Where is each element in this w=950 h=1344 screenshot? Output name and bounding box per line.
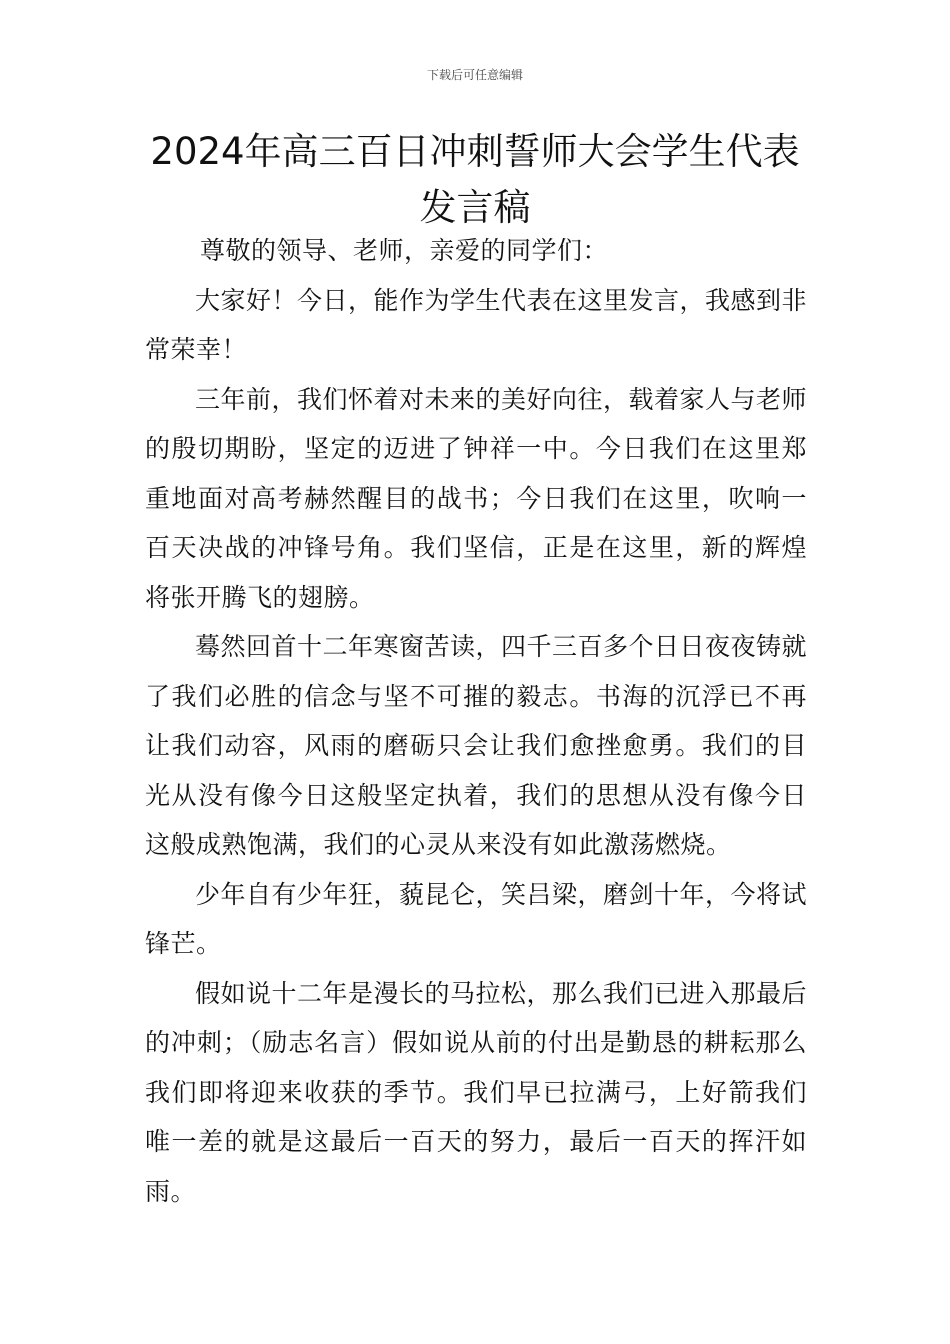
paragraph: 少年自有少年狂，藐昆仑，笑吕梁，磨剑十年，今将试锋芒。 — [145, 879, 808, 958]
paragraph: 三年前，我们怀着对未来的美好向往，载着家人与老师的殷切期盼，坚定的迈进了钟祥一中。今日我们在这里郑重地面对高考赫然醒目的战书；今日我们在这里，吹响一百天决战的冲锋号角。我们坚信，正是在这里，新的辉煌将张开腾飞的翅膀。 — [145, 384, 808, 612]
header-note: 下载后可任意编辑 — [426, 68, 523, 82]
paragraph: 大家好！今日，能作为学生代表在这里发言，我感到非常荣幸！ — [145, 285, 808, 364]
document-body — [145, 226, 807, 1216]
paragraph: 蓦然回首十二年寒窗苦读，四千三百多个日日夜夜铸就了我们必胜的信念与坚不可摧的毅志。书海的沉浮已不再让我们动容，风雨的磨砺只会让我们愈挫愈勇。我们的目光从没有像今日这般坚定执着，我们的思想从没有像今日这般成熟饱满，我们的心灵从来没有如此激荡燃烧。 — [145, 632, 808, 859]
paragraph-salutation: 尊敬的领导、老师，亲爱的同学们： — [200, 236, 609, 265]
document-title: 2024年高三百日冲刺誓师大会学生代表发言稿 — [150, 130, 800, 229]
paragraph: 假如说十二年是漫长的马拉松，那么我们已进入那最后的冲刺；（励志名言）假如说从前的付出是勤恳的耕耘那么我们即将迎来收获的季节。我们早已拉满弓，上好箭我们唯一差的就是这最后一百天的努力，最后一百天的挥汗如雨。 — [145, 978, 808, 1206]
